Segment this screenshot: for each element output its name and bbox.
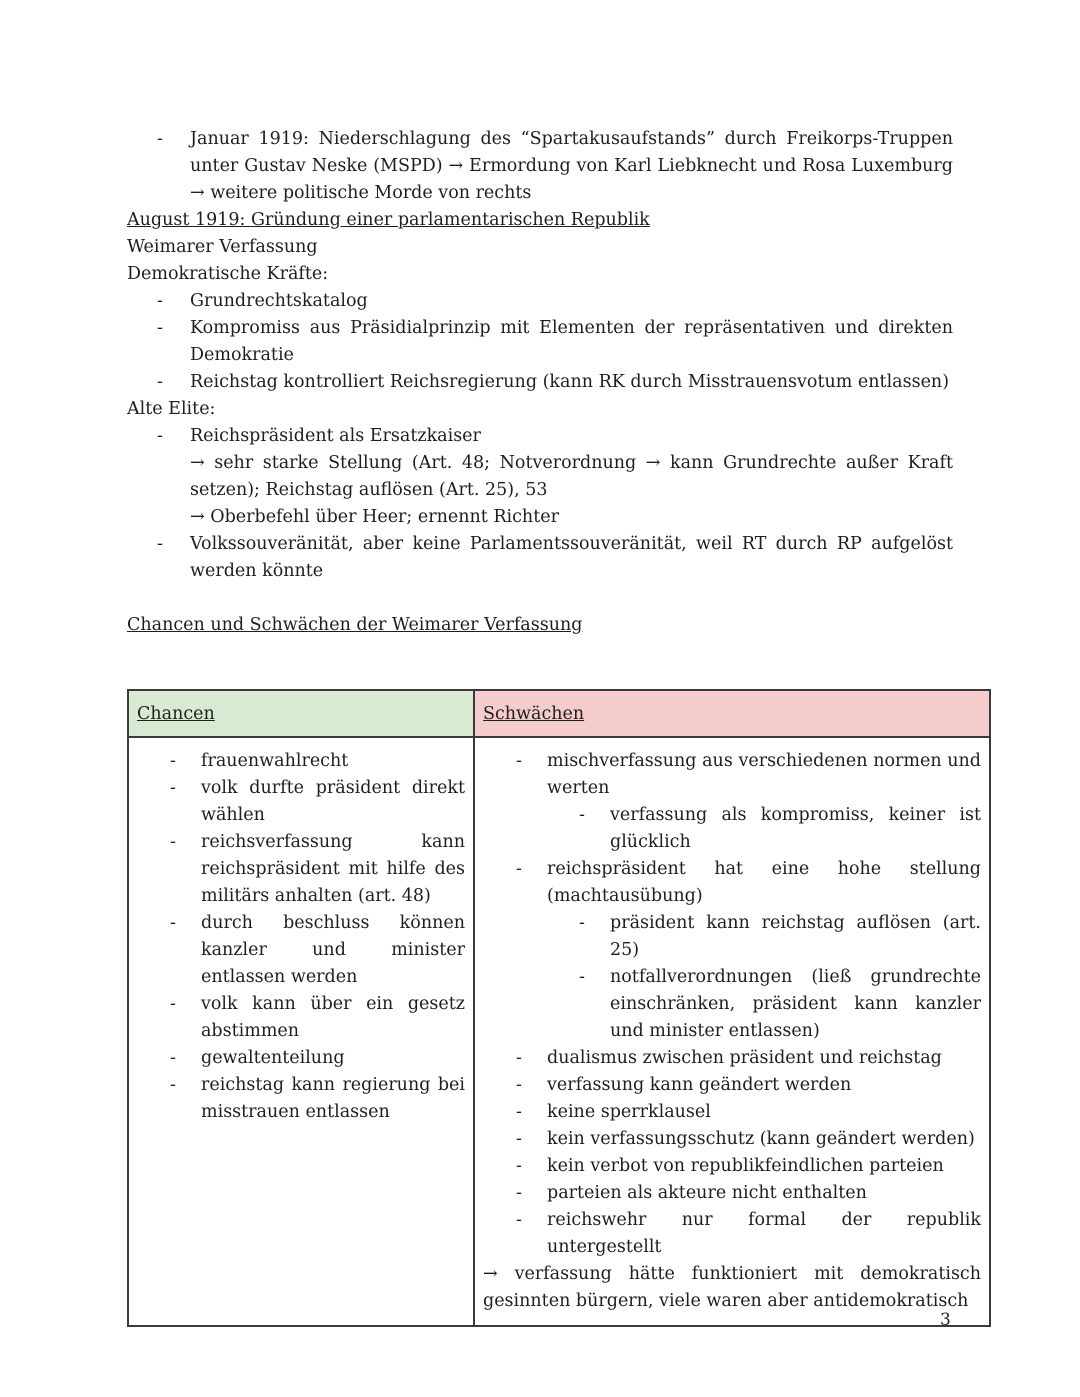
- bullet-dash: -: [516, 859, 522, 879]
- chancen-schwaechen-table: [127, 689, 991, 1327]
- list-item: [127, 315, 953, 369]
- chancen-cell: [128, 737, 474, 1326]
- list-item: [483, 1099, 981, 1126]
- heading-august-1919: August 1919: Gründung einer parlamentarischen Republik: [127, 210, 650, 230]
- bullet-text: Reichspräsident als Ersatzkaiser: [190, 426, 481, 446]
- list-item: [137, 829, 465, 910]
- bullet-text: reichswehr nur formal der republik untergestellt: [547, 1210, 981, 1257]
- notes-content: [127, 126, 953, 639]
- bullet-dash: -: [516, 1048, 522, 1068]
- bullet-dash: -: [516, 1156, 522, 1176]
- bullet-dash: -: [516, 1129, 522, 1149]
- bullet-dash: -: [170, 994, 176, 1014]
- list-item: [127, 423, 953, 531]
- bullet-text: verfassung kann geändert werden: [547, 1075, 852, 1095]
- bullet-dash: -: [157, 129, 163, 149]
- bullet-dash: -: [157, 291, 163, 311]
- list-item: [137, 748, 465, 775]
- header-schwaechen: Schwächen: [474, 690, 990, 737]
- bullet-text: parteien als akteure nicht enthalten: [547, 1183, 867, 1203]
- bullet-dash: -: [170, 832, 176, 852]
- line-weimarer-verfassung: Weimarer Verfassung: [127, 237, 318, 257]
- list-subitem: [483, 964, 981, 1045]
- list-item: [137, 775, 465, 829]
- bullet-subtext: → Oberbefehl über Heer; ernennt Richter: [190, 507, 559, 527]
- list-item: [137, 1045, 465, 1072]
- list-item: [483, 1045, 981, 1072]
- bullet-text: volk kann über ein gesetz abstimmen: [201, 994, 465, 1041]
- bullet-dash: -: [579, 967, 585, 987]
- list-subitem: [483, 910, 981, 964]
- list-item: [127, 126, 953, 207]
- list-item: [137, 991, 465, 1045]
- bullet-text: volk durfte präsident direkt wählen: [201, 778, 465, 825]
- bullet-text: reichsverfassung kann reichspräsident mit hilfe des militärs anhalten (art. 48): [201, 832, 465, 906]
- bullet-dash: -: [516, 751, 522, 771]
- list-item: [483, 1153, 981, 1180]
- bullet-text: dualismus zwischen präsident und reichstag: [547, 1048, 942, 1068]
- bullet-dash: -: [516, 1183, 522, 1203]
- bullet-text: mischverfassung aus verschiedenen normen und werten: [547, 751, 981, 798]
- bullet-text: Januar 1919: Niederschlagung des “Spartakusaufstands” durch Freikorps-Truppen unter Gustav Neske (MSPD) → Ermordung von Karl Liebknecht und Rosa Luxemburg → weitere politische Morde von rechts: [190, 129, 953, 203]
- schwaechen-cell: [474, 737, 990, 1326]
- list-item: [483, 856, 981, 910]
- bullet-dash: -: [579, 913, 585, 933]
- bullet-dash: -: [516, 1210, 522, 1230]
- bullet-text: keine sperrklausel: [547, 1102, 711, 1122]
- bullet-dash: -: [157, 372, 163, 392]
- list-item: [483, 1207, 981, 1261]
- conclusion-text: → verfassung hätte funktioniert mit demokratisch gesinnten bürgern, viele waren aber antidemokratisch: [483, 1264, 981, 1311]
- label-alte-elite: Alte Elite:: [127, 399, 216, 419]
- list-item: [127, 531, 953, 585]
- list-item: [137, 910, 465, 991]
- list-item: [137, 1072, 465, 1126]
- header-chancen: Chancen: [128, 690, 474, 737]
- bullet-dash: -: [170, 1048, 176, 1068]
- bullet-text: reichstag kann regierung bei misstrauen entlassen: [201, 1075, 465, 1122]
- bullet-dash: -: [157, 534, 163, 554]
- bullet-text: reichspräsident hat eine hohe stellung (machtausübung): [547, 859, 981, 906]
- list-item: [127, 288, 953, 315]
- page-number: 3: [940, 1310, 951, 1330]
- bullet-text: Kompromiss aus Präsidialprinzip mit Elementen der repräsentativen und direkten Demokratie: [190, 318, 953, 365]
- bullet-dash: -: [157, 426, 163, 446]
- bullet-text: durch beschluss können kanzler und minister entlassen werden: [201, 913, 465, 987]
- section-title: Chancen und Schwächen der Weimarer Verfassung: [127, 615, 583, 635]
- label-demokratische-kraefte: Demokratische Kräfte:: [127, 264, 329, 284]
- list-subitem: [483, 802, 981, 856]
- bullet-text: notfallverordnungen (ließ grundrechte einschränken, präsident kann kanzler und minister entlassen): [610, 967, 981, 1041]
- bullet-dash: -: [579, 805, 585, 825]
- bullet-dash: -: [170, 751, 176, 771]
- bullet-subtext: → sehr starke Stellung (Art. 48; Notverordnung → kann Grundrechte außer Kraft setzen); Reichstag auflösen (Art. 25), 53: [190, 453, 953, 500]
- bullet-dash: -: [170, 913, 176, 933]
- bullet-text: kein verfassungsschutz (kann geändert werden): [547, 1129, 975, 1149]
- bullet-text: Volkssouveränität, aber keine Parlamentssouveränität, weil RT durch RP aufgelöst werden könnte: [190, 534, 953, 581]
- list-item: [483, 1072, 981, 1099]
- bullet-dash: -: [170, 778, 176, 798]
- bullet-text: präsident kann reichstag auflösen (art. 25): [610, 913, 981, 960]
- bullet-text: gewaltenteilung: [201, 1048, 345, 1068]
- list-item: [483, 748, 981, 802]
- bullet-dash: -: [516, 1102, 522, 1122]
- bullet-text: kein verbot von republikfeindlichen parteien: [547, 1156, 944, 1176]
- bullet-dash: -: [516, 1075, 522, 1095]
- list-item: [483, 1180, 981, 1207]
- bullet-text: verfassung als kompromiss, keiner ist glücklich: [610, 805, 981, 852]
- list-item: [483, 1126, 981, 1153]
- bullet-text: frauenwahlrecht: [201, 751, 349, 771]
- bullet-text: Reichstag kontrolliert Reichsregierung (kann RK durch Misstrauensvotum entlassen): [190, 372, 950, 392]
- bullet-dash: -: [170, 1075, 176, 1095]
- bullet-text: Grundrechtskatalog: [190, 291, 368, 311]
- list-item: [127, 369, 953, 396]
- bullet-dash: -: [157, 318, 163, 338]
